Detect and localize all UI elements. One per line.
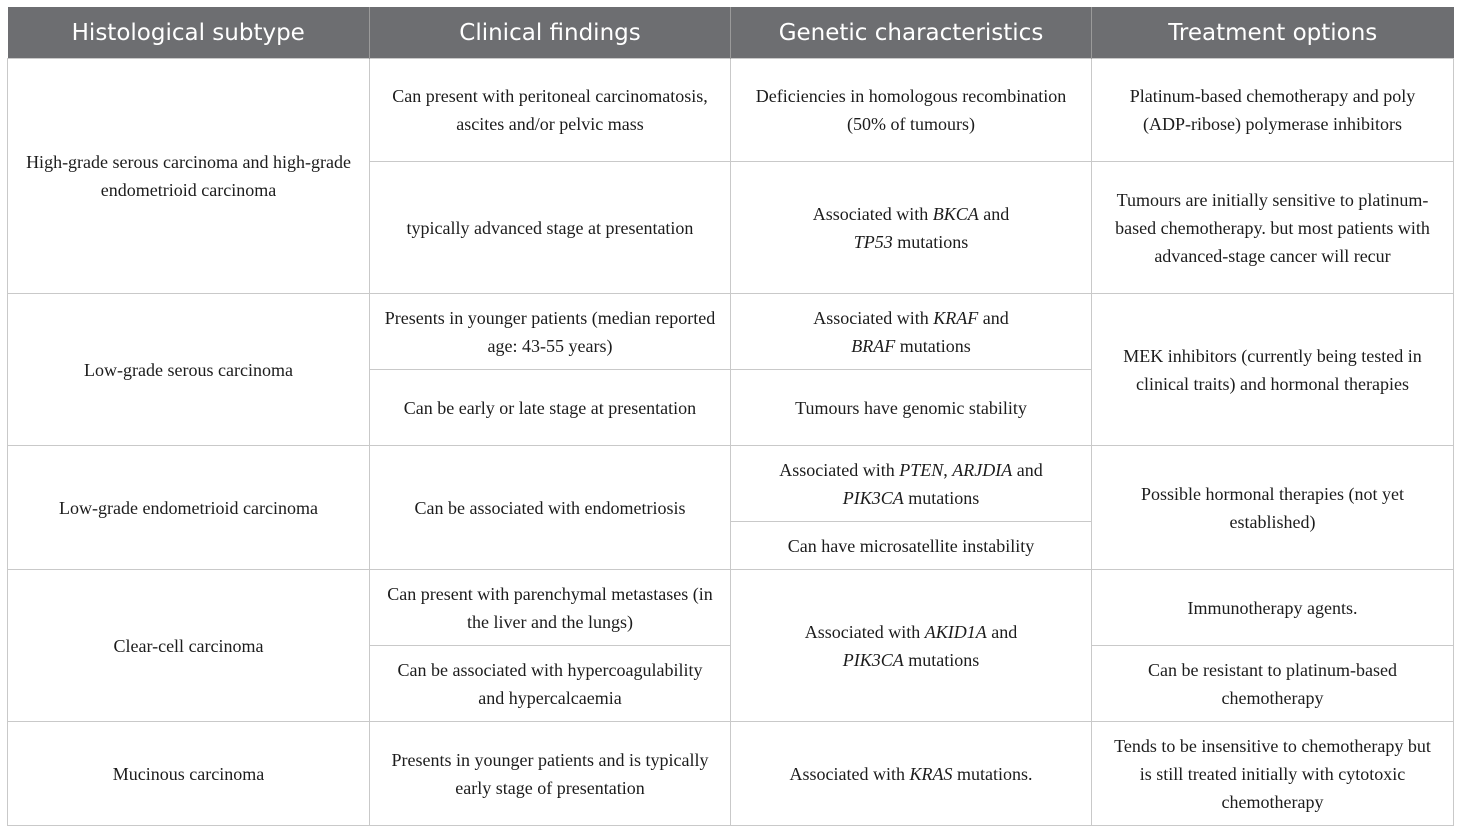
clinical-cell: Presents in younger patients and is typically early stage of presentation (370, 722, 731, 826)
genetic-cell (731, 162, 1092, 294)
text: and (978, 307, 1009, 328)
treatment-cell: Tumours are initially sensitive to platinum-based chemotherapy. but most patients with advanced-stage cancer will recur (1092, 162, 1454, 294)
treatment-cell: Can be resistant to platinum-based chemotherapy (1092, 646, 1454, 722)
clinical-cell: Can present with peritoneal carcinomatosis, ascites and/or pelvic mass (370, 59, 731, 162)
treatment-cell: Possible hormonal therapies (not yet established) (1092, 446, 1454, 570)
gene-name: AKID1A (924, 621, 987, 642)
text: Associated with (812, 203, 933, 224)
subtype-cell: Clear-cell carcinoma (8, 570, 370, 722)
gene-name: BKCA (932, 203, 979, 224)
clinical-cell: Can present with parenchymal metastases (in the liver and the lungs) (370, 570, 731, 646)
treatment-cell: Platinum-based chemotherapy and poly (ADP-ribose) polymerase inhibitors (1092, 59, 1454, 162)
gene-name: ARJDIA (952, 459, 1013, 480)
text: and (978, 203, 1010, 224)
gene-name: KRAF (933, 307, 979, 328)
text: Associated with (789, 763, 910, 784)
subtype-cell: Mucinous carcinoma (8, 722, 370, 826)
genetic-cell (731, 294, 1092, 370)
text: Associated with (804, 621, 925, 642)
subtype-cell: Low-grade endometrioid carcinoma (8, 446, 370, 570)
gene-name: BRAF (851, 335, 896, 356)
text: Associated with (813, 307, 934, 328)
header-histological-subtype: Histological subtype (8, 7, 370, 59)
table-row (8, 446, 1454, 522)
header-row (8, 7, 1454, 59)
clinical-cell: Can be associated with hypercoagulability and hypercalcaemia (370, 646, 731, 722)
table-row (8, 570, 1454, 646)
clinical-cell: Presents in younger patients (median reported age: 43-55 years) (370, 294, 731, 370)
header-treatment-options: Treatment options (1092, 7, 1454, 59)
table-container (7, 7, 1453, 826)
clinical-cell: Can be associated with endometriosis (370, 446, 731, 570)
table-row (8, 722, 1454, 826)
text: and (1012, 459, 1043, 480)
gene-name: KRAS (909, 763, 953, 784)
clinical-cell: typically advanced stage at presentation (370, 162, 731, 294)
text: mutations (903, 487, 980, 508)
treatment-cell: Tends to be insensitive to chemotherapy but is still treated initially with cytotoxic chemotherapy (1092, 722, 1454, 826)
text: Associated with (779, 459, 900, 480)
treatment-cell: MEK inhibitors (currently being tested in clinical traits) and hormonal therapies (1092, 294, 1454, 446)
text: mutations (903, 649, 980, 670)
subtype-cell: High-grade serous carcinoma and high-grade endometrioid carcinoma (8, 59, 370, 294)
ovarian-carcinoma-subtypes-table (7, 7, 1454, 826)
gene-name: TP53 (853, 231, 893, 252)
text: and (986, 621, 1018, 642)
gene-name: PIK3CA (842, 649, 904, 670)
text: mutations (892, 231, 969, 252)
table-row (8, 294, 1454, 370)
gene-name: PIK3CA (842, 487, 904, 508)
text: mutations (895, 335, 971, 356)
genetic-cell (731, 446, 1092, 522)
genetic-cell (731, 570, 1092, 722)
genetic-cell: Deficiencies in homologous recombination (50% of tumours) (731, 59, 1092, 162)
table-row (8, 59, 1454, 162)
header-clinical-findings: Clinical findings (370, 7, 731, 59)
gene-name: PTEN (899, 459, 944, 480)
genetic-cell: Tumours have genomic stability (731, 370, 1092, 446)
clinical-cell: Can be early or late stage at presentation (370, 370, 731, 446)
genetic-cell (731, 722, 1092, 826)
treatment-cell: Immunotherapy agents. (1092, 570, 1454, 646)
text: , (943, 459, 953, 480)
subtype-cell: Low-grade serous carcinoma (8, 294, 370, 446)
header-genetic-characteristics: Genetic characteristics (731, 7, 1092, 59)
genetic-cell: Can have microsatellite instability (731, 522, 1092, 570)
text: mutations. (952, 763, 1033, 784)
